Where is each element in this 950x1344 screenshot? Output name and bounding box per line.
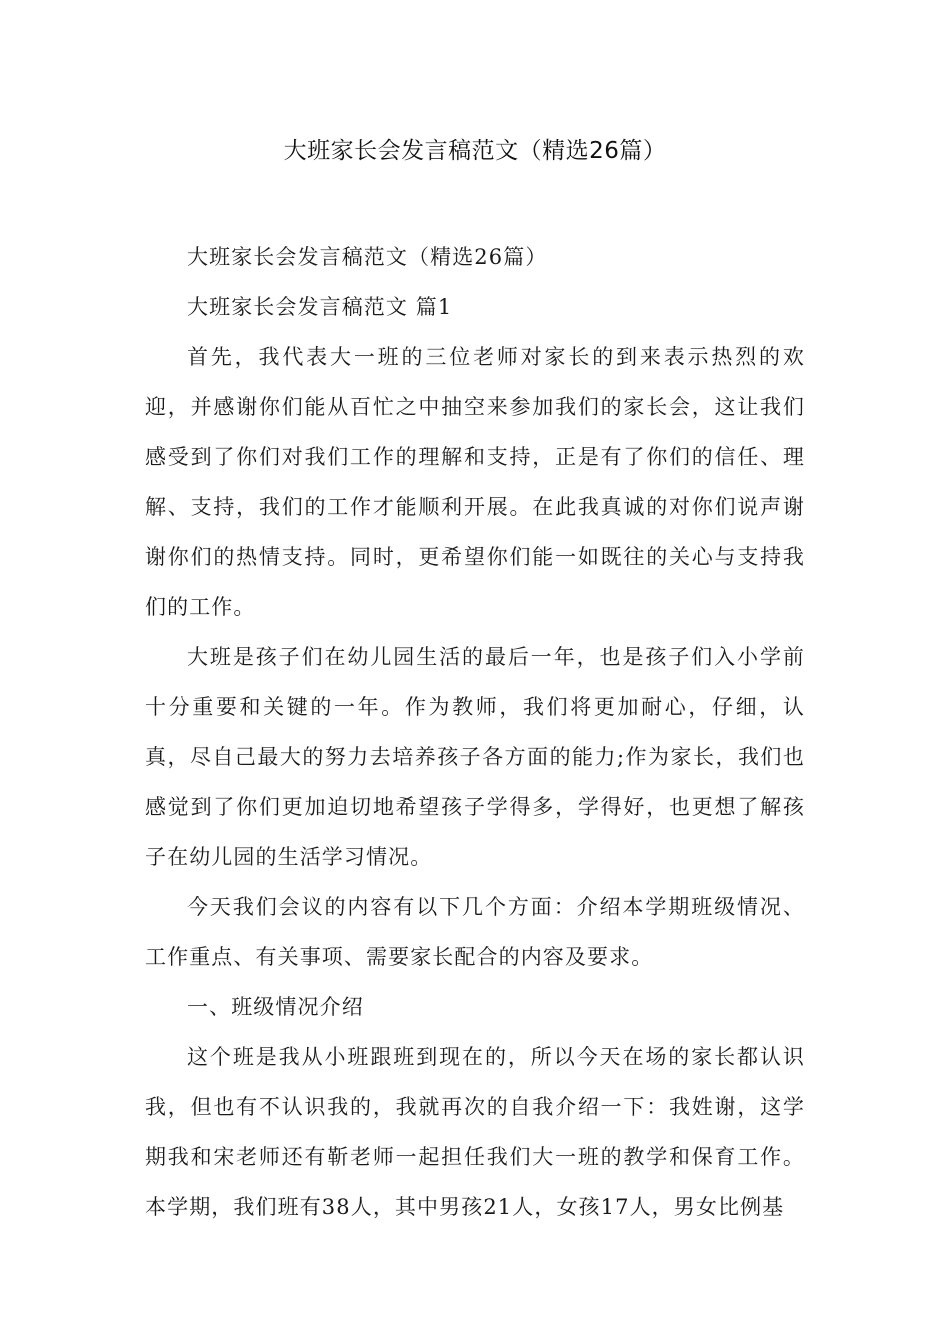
paragraph-agenda: 今天我们会议的内容有以下几个方面：介绍本学期班级情况、工作重点、有关事项、需要家长配合的内容及要求。 bbox=[145, 895, 805, 969]
paragraph-class-intro: 这个班是我从小班跟班到现在的，所以今天在场的家长都认识我，但也有不认识我的，我就再次的自我介绍一下：我姓谢，这学期我和宋老师还有靳老师一起担任我们大一班的教学和保育工作。本学期，我们班有38人，其中男孩21人，女孩17人，男女比例基 bbox=[145, 1045, 805, 1219]
paragraph-welcome: 首先，我代表大一班的三位老师对家长的到来表示热烈的欢迎，并感谢你们能从百忙之中抽空来参加我们的家长会，这让我们感受到了你们对我们工作的理解和支持，正是有了你们的信任、理解、支持，我们的工作才能顺利开展。在此我真诚的对你们说声谢谢你们的热情支持。同时，更希望你们能一如既往的关心与支持我们的工作。 bbox=[145, 345, 805, 619]
paragraph-section-heading: 大班家长会发言稿范文 篇1 bbox=[187, 295, 453, 319]
paragraph-subtitle: 大班家长会发言稿范文（精选26篇） bbox=[187, 245, 548, 269]
paragraph-final-year: 大班是孩子们在幼儿园生活的最后一年，也是孩子们入小学前十分重要和关键的一年。作为教师，我们将更加耐心，仔细，认真，尽自己最大的努力去培养孩子各方面的能力;作为家长，我们也感觉到了你们更加迫切地希望孩子学得多，学得好，也更想了解孩子在幼儿园的生活学习情况。 bbox=[145, 645, 805, 869]
paragraph-class-intro-heading: 一、班级情况介绍 bbox=[187, 995, 364, 1019]
document-title: 大班家长会发言稿范文（精选26篇） bbox=[283, 138, 667, 164]
document-body bbox=[145, 232, 805, 1232]
